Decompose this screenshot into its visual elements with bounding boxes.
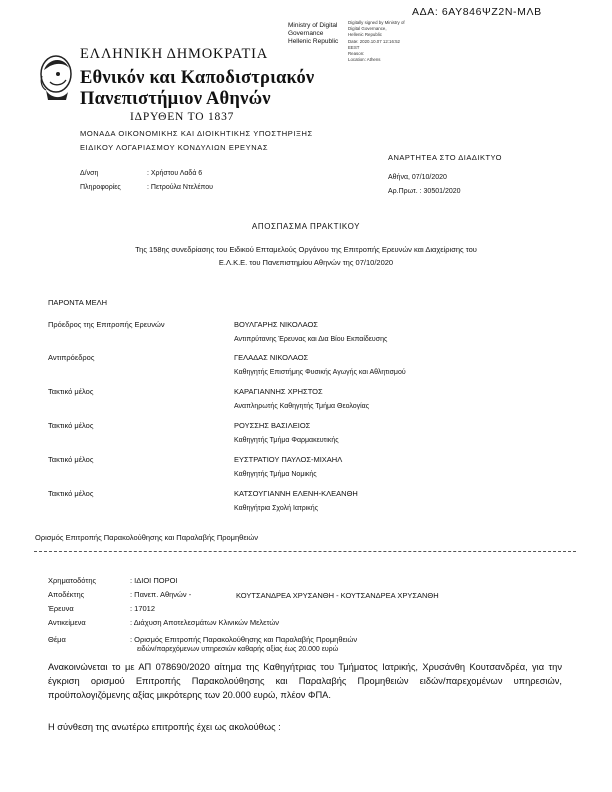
certificate-line: Digitally signed by Ministry of bbox=[348, 20, 405, 25]
address-value: : Χρήστου Λαδά 6 bbox=[147, 170, 203, 177]
signature-certificate bbox=[348, 20, 405, 63]
university-logo-icon bbox=[36, 52, 76, 102]
member-name: ΚΑΡΑΓΙΑΝΝΗΣ ΧΡΗΣΤΟΣ bbox=[234, 387, 323, 396]
info-value: : Πετρούλα Ντελέπου bbox=[147, 184, 213, 191]
member-title: Καθηγήτρια Σχολή Ιατρικής bbox=[234, 505, 319, 512]
address-label: Δ/νση bbox=[80, 170, 99, 177]
recipient-name: ΚΟΥΤΣΑΝΔΡΕΑ ΧΡΥΣΑΝΘΗ - ΚΟΥΤΣΑΝΔΡΕΑ ΧΡΥΣΑΝΘΗ bbox=[236, 591, 439, 600]
detail-label: Χρηματοδότης bbox=[48, 576, 97, 585]
member-name: ΕΥΣΤΡΑΤΙΟΥ ΠΑΥΛΟΣ-ΜΙΧΑΗΛ bbox=[234, 455, 343, 464]
detail-label: Θέμα bbox=[48, 635, 66, 644]
member-name: ΡΟΥΣΣΗΣ ΒΑΣΙΛΕΙΟΣ bbox=[234, 421, 311, 430]
ada-code: ΑΔΑ: 6ΑΥ846ΨΖ2Ν-ΜΛΒ bbox=[412, 6, 542, 18]
member-name: ΒΟΥΛΓΑΡΗΣ ΝΙΚΟΛΑΟΣ bbox=[234, 320, 318, 329]
certificate-line: Digital Governance, bbox=[348, 26, 387, 32]
ministry-line: Ministry of Digital bbox=[288, 22, 338, 29]
info-label: Πληροφορίες bbox=[80, 184, 121, 191]
member-name: ΚΑΤΣΟΥΓΙΑΝΝΗ ΕΛΕΝΗ-ΚΛΕΑΝΘΗ bbox=[234, 489, 358, 498]
republic-name: ΕΛΛΗΝΙΚΗ ΔΗΜΟΚΡΑΤΙΑ bbox=[80, 46, 269, 62]
certificate-line: Location: Athens bbox=[348, 57, 381, 63]
extract-title: ΑΠΟΣΠΑΣΜΑ ΠΡΑΚΤΙΚΟΥ bbox=[251, 222, 361, 231]
detail-value: : ΙΔΙΟΙ ΠΟΡΟΙ bbox=[130, 576, 178, 585]
detail-label: Έρευνα bbox=[48, 604, 74, 613]
member-title: Αντιπρύτανης Έρευνας και Δια Βίου Εκπαίδευσης bbox=[234, 336, 388, 343]
member-role: Τακτικό μέλος bbox=[48, 455, 94, 464]
detail-label: Αποδέκτης bbox=[48, 590, 85, 599]
ministry-line: Hellenic Republic bbox=[288, 38, 339, 45]
detail-value: : 17012 bbox=[130, 604, 156, 613]
member-title: Καθηγητής Τμήμα Νομικής bbox=[234, 471, 317, 478]
dashed-divider bbox=[34, 551, 576, 552]
university-name-line2: Πανεπιστήμιον Αθηνών bbox=[80, 89, 271, 109]
university-name-line1: Εθνικόν και Καποδιστριακόν bbox=[80, 68, 315, 88]
ministry-line: Governance bbox=[288, 30, 324, 37]
posted-online-label: ΑΝΑΡΤΗΤΕΑ ΣΤΟ ΔΙΑΔΙΚΤΥΟ bbox=[388, 153, 502, 162]
member-role: Τακτικό μέλος bbox=[48, 421, 94, 430]
member-role: Τακτικό μέλος bbox=[48, 387, 94, 396]
member-role: Πρόεδρος της Επιτροπής Ερευνών bbox=[48, 320, 165, 329]
member-role: Τακτικό μέλος bbox=[48, 489, 94, 498]
body-paragraph: Ανακοινώνεται το με ΑΠ 078690/2020 αίτημα της Καθηγήτριας του Τμήματος Ιατρικής, Χρυσάνθη Κουτσανδρέα, για την έγκριση ορισμού Επιτροπής Παρακολούθησης και Παραλαβής Προμηθειών ειδών/παρεχομένων υπηρεσιών, προϋπολογιζόμενης αξίας μικρότερης των 20.000 ευρώ, πλέον ΦΠΑ. bbox=[48, 662, 562, 700]
certificate-line: Date: 2020.10.07 12:16:52 bbox=[348, 38, 400, 44]
signature-ministry bbox=[288, 22, 338, 46]
member-title: Καθηγητής Τμήμα Φαρμακευτικής bbox=[234, 437, 339, 444]
body-paragraph-2: Η σύνθεση της ανωτέρω επιτροπής έχει ως ακολούθως : bbox=[48, 722, 281, 732]
member-title: Καθηγητής Επιστήμης Φυσικής Αγωγής και Αθλητισμού bbox=[234, 369, 406, 376]
meeting-line1: Της 158ης συνεδρίασης του Ειδικού Επταμελούς Οργάνου της Επιτροπής Ερευνών και Διαχείρισης του bbox=[135, 245, 477, 254]
unit-line1: ΜΟΝΑΔΑ ΟΙΚΟΝΟΜΙΚΗΣ ΚΑΙ ΔΙΟΙΚΗΤΙΚΗΣ ΥΠΟΣΤΗΡΙΞΗΣ bbox=[80, 129, 313, 138]
detail-value: : Ορισμός Επιτροπής Παρακολούθησης και Παραλαβής Προμηθειών bbox=[130, 635, 358, 644]
protocol-number: Αρ.Πρωτ. : 30501/2020 bbox=[388, 188, 461, 195]
certificate-line: Hellenic Republic bbox=[348, 32, 382, 38]
certificate-line: Reason: bbox=[348, 51, 365, 57]
member-name: ΓΕΛΑΔΑΣ ΝΙΚΟΛΑΟΣ bbox=[234, 353, 309, 362]
detail-value: : Διάχυση Αποτελεσμάτων Κλινικών Μελετών bbox=[130, 618, 279, 627]
detail-value-cont: ειδών/παρεχόμενων υπηρεσιών καθαρής αξίας έως 20.000 ευρώ bbox=[137, 646, 339, 653]
member-role: Αντιπρόεδρος bbox=[48, 353, 95, 362]
unit-line2: ΕΙΔΙΚΟΥ ΛΟΓΑΡΙΑΣΜΟΥ ΚΟΝΔΥΛΙΩΝ ΕΡΕΥΝΑΣ bbox=[80, 143, 269, 152]
members-heading: ΠΑΡΟΝΤΑ ΜΕΛΗ bbox=[48, 298, 108, 307]
certificate-line: EEST bbox=[348, 44, 360, 50]
established-year: ΙΔΡΥΘΕΝ ΤΟ 1837 bbox=[130, 111, 235, 123]
subject-heading: Ορισμός Επιτροπής Παρακολούθησης και Παραλαβής Προμηθειών bbox=[35, 533, 258, 542]
member-title: Αναπληρωτής Καθηγητής Τμήμα Θεολογίας bbox=[234, 403, 370, 410]
detail-value: : Πανεπ. Αθηνών - bbox=[130, 590, 192, 599]
document-date: Αθήνα, 07/10/2020 bbox=[388, 174, 447, 181]
detail-label: Αντικείμενα bbox=[48, 618, 86, 627]
meeting-line2: Ε.Λ.Κ.Ε. του Πανεπιστημίου Αθηνών της 07/10/2020 bbox=[218, 258, 394, 267]
